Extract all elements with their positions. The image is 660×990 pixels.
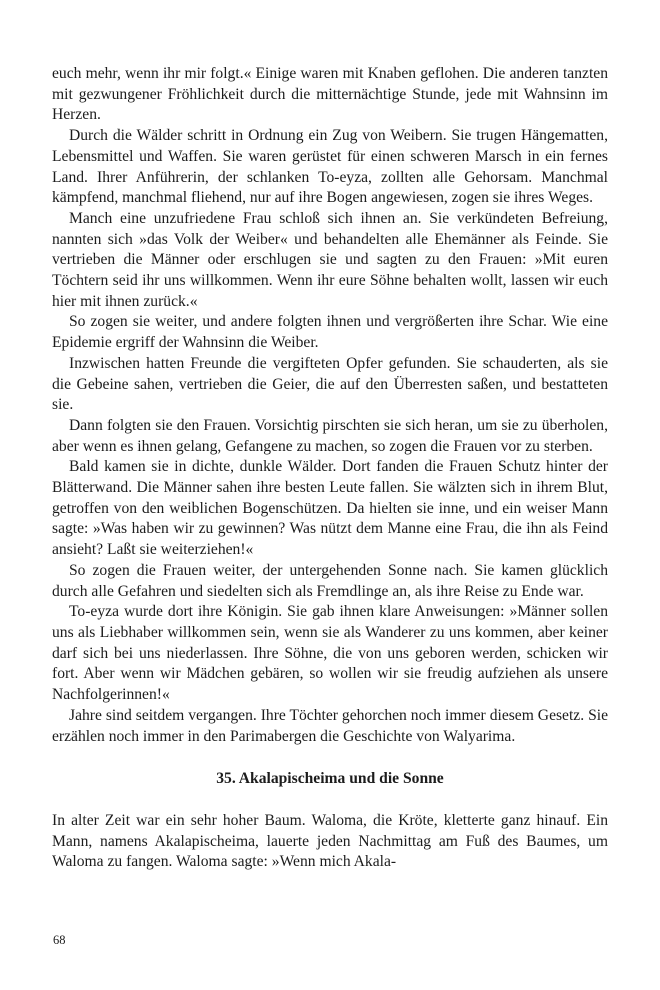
paragraph: Inzwischen hatten Freunde die vergifteten Opfer gefunden. Sie schauderten, als sie die Gebeine sahen, vertrieben die Geier, die auf den Überresten saßen, und bestatteten sie. [52, 354, 608, 414]
paragraph: Dann folgten sie den Frauen. Vorsichtig pirschten sie sich heran, um sie zu überholen, aber wenn es ihnen gelang, Gefangene zu machen, so zogen die Frauen vor zu sterben. [52, 416, 608, 455]
paragraph: Bald kamen sie in dichte, dunkle Wälder. Dort fanden die Frauen Schutz hinter der Blätterwand. Die Männer sahen ihre besten Leute fallen. Sie wälzten sich in ihrem Blut, getroffen von den weiblichen Bogenschützen. Da hielten sie inne, und ein weiser Mann sagte: »Was haben wir zu gewinnen? Was nützt dem Manne eine Frau, die ihn als Feind ansieht? Laßt sie weiterziehen!« [52, 458, 608, 559]
paragraph: So zogen die Frauen weiter, der untergehenden Sonne nach. Sie kamen glücklich durch alle Gefahren und siedelten sich als Fremdlinge an, als ihre Reise zu Ende war. [52, 561, 608, 600]
paragraph: Manch eine unzufriedene Frau schloß sich ihnen an. Sie verkündeten Befreiung, nannten sich »das Volk der Weiber« und behandelten alle Ehemänner als Feinde. Sie vertrieben die Männer oder erschlugen sie und sagten zu den Frauen: »Mit euren Töchtern seid ihr uns willkommen. Wenn ihr eure Söhne behalten wollt, lassen wir euch hier mit ihnen zurück.« [52, 209, 608, 310]
page-number: 68 [53, 932, 66, 947]
paragraph: So zogen sie weiter, und andere folgten ihnen und vergrößerten ihre Schar. Wie eine Epidemie ergriff der Wahnsinn die Weiber. [52, 313, 608, 352]
paragraph: Durch die Wälder schritt in Ordnung ein Zug von Weibern. Sie trugen Hängematten, Lebensmittel und Waffen. Sie waren gerüstet für einen schweren Marsch in ein fernes Land. Ihrer Anführerin, der schlanken To-eyza, zollten alle Gehorsam. Manchmal kämpfend, manchmal fliehend, nur auf ihre Bogen angewiesen, zogen sie ihres Weges. [52, 127, 608, 207]
paragraph: In alter Zeit war ein sehr hoher Baum. Waloma, die Kröte, kletterte ganz hinauf. Ein Mann, namens Akalapischeima, lauerte jeden Nachmittag am Fuß des Baumes, um Waloma zu fangen. Waloma sagte: »Wenn mich Akala- [52, 811, 608, 871]
paragraph: euch mehr, wenn ihr mir folgt.« Einige waren mit Knaben geflohen. Die anderen tanzten mit gezwungener Fröhlichkeit durch die mitternächtige Stunde, jede mit Wahnsinn im Herzen. [52, 65, 608, 124]
paragraph: Jahre sind seitdem vergangen. Ihre Töchter gehorchen noch immer diesem Gesetz. Sie erzählen noch immer in den Parimabergen die Geschichte von Walyarima. [52, 706, 608, 745]
section-heading: 35. Akalapischeima und die Sonne [216, 770, 444, 788]
paragraph: To-eyza wurde dort ihre Königin. Sie gab ihnen klare Anweisungen: »Männer sollen uns als Liebhaber willkommen sein, wenn sie als Wanderer zu uns kommen, aber keiner darf sich bei uns niederlassen. Ihre Söhne, die von uns geboren werden, schicken wir fort. Aber wenn wir Mädchen gebären, so wollen wir sie freudig aufziehen als unsere Nachfolgerinnen!« [52, 603, 608, 704]
